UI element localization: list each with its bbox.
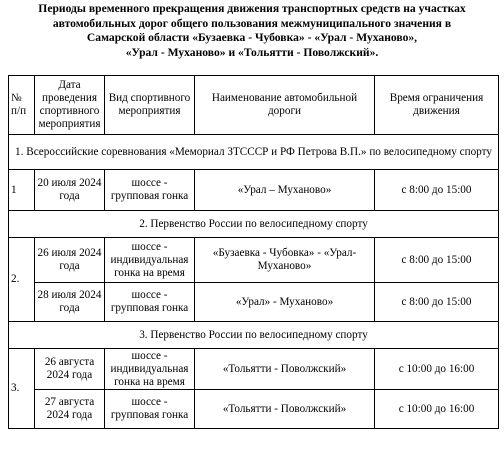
title-line: Самарской области «Бузаевка - Чубовка» - «Урал - Муханово», [86,31,418,45]
cell-road-name: «Бузаевка - Чубовка» - «Урал- Муханово» [195,238,375,283]
cell-road-name: «Урал – Муханово» [195,170,375,211]
cell-restriction-time: с 8:00 до 15:00 [375,283,499,322]
cell-date: 20 июля 2024 года [35,170,105,211]
header-restriction-time: Время ограничения движения [375,76,499,135]
cell-restriction-time: с 10:00 до 16:00 [375,349,499,390]
title-line: Периоды временного прекращения движения транспортных средств на участках [38,2,466,15]
cell-event-type: шоссе - групповая гонка [105,283,195,322]
cell-date: 28 июля 2024 года [35,283,105,322]
section-heading-row [9,135,499,170]
cell-restriction-time: с 10:00 до 16:00 [375,390,499,429]
cell-event-type: шоссе - групповая гонка [105,390,195,429]
cell-date: 26 июля 2024 года [35,238,105,283]
cell-event-type: шоссе - групповая гонка [105,170,195,211]
header-road-name: Наименование автомобильной дороги [195,76,375,135]
section-title: 3. Первенство России по велосипедному спорту [9,322,499,349]
table-row [9,349,499,390]
cell-road-name: «Урал» - Муханово» [195,283,375,322]
table-row [9,283,499,322]
row-number: 1 [9,170,35,211]
cell-date: 26 августа 2024 года [35,349,105,390]
schedule-table [8,75,499,429]
section-title: 2. Первенство России по велосипедному спорту [9,211,499,238]
header-event-type: Вид спортивного мероприятия [105,76,195,135]
row-number: 3. [9,349,35,429]
row-number: 2. [9,238,35,322]
cell-road-name: «Тольятти - Поволжский» [195,349,375,390]
table-row [9,238,499,283]
cell-event-type: шоссе - индивидуальная гонка на время [105,349,195,390]
cell-restriction-time: с 8:00 до 15:00 [375,170,499,211]
table-row [9,390,499,429]
cell-date: 27 августа 2024 года [35,390,105,429]
header-number: № п/п [9,76,35,135]
title-line: «Урал - Муханово» и «Тольятти - Поволжский». [125,45,379,59]
document-title [14,2,490,60]
header-date: Дата проведения спортивного мероприятия [35,76,105,135]
table-row [9,170,499,211]
title-line: автомобильных дорог общего пользования межмуниципального значения в [52,16,452,30]
cell-road-name: «Тольятти - Поволжский» [195,390,375,429]
cell-restriction-time: с 8:00 до 15:00 [375,238,499,283]
section-heading-row [9,211,499,238]
table-header-row [9,76,499,135]
section-heading-row [9,322,499,349]
section-title: 1. Всероссийские соревнования «Мемориал ЗТСССР и РФ Петрова В.П.» по велосипедному спорту [9,135,499,170]
cell-event-type: шоссе - индивидуальная гонка на время [105,238,195,283]
